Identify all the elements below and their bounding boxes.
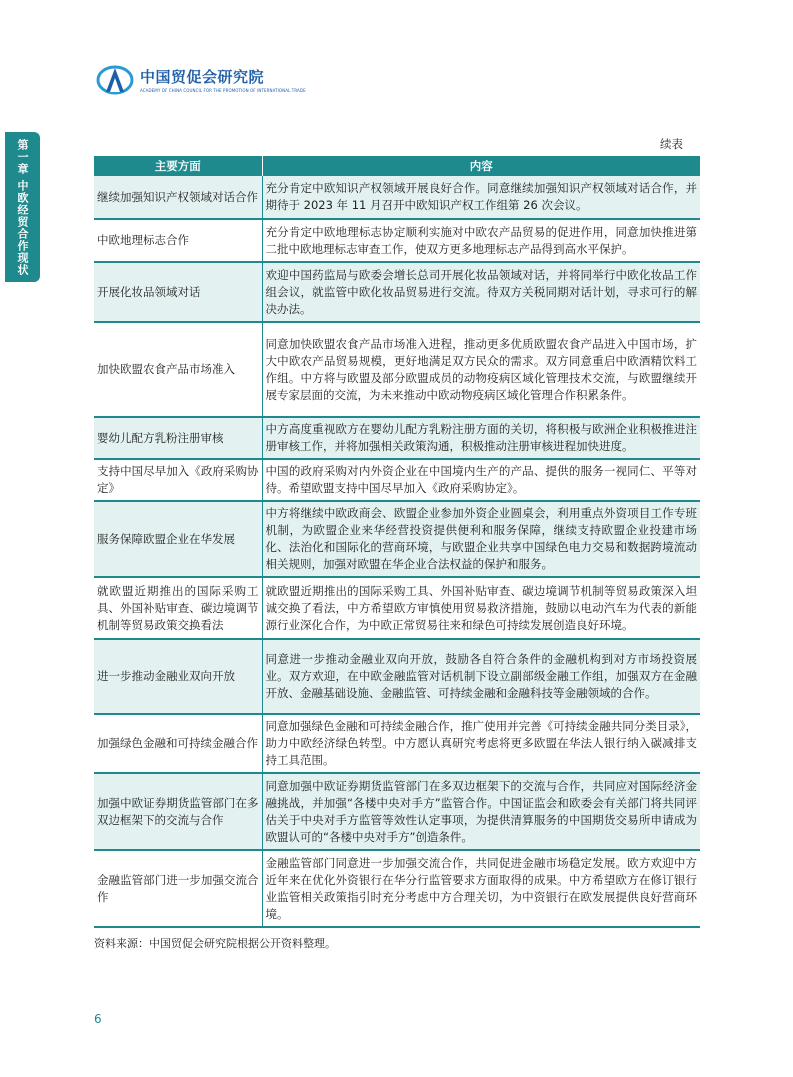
table-row	[94, 322, 700, 417]
page-number: 6	[94, 1012, 102, 1026]
row-content: 同意加强绿色金融和可持续金融合作，推广使用并完善《可持续金融共同分类目录》，助力中欧经济绿色转型。中方愿认真研究考虑将更多欧盟在华法人银行纳入碳减排支持工具范围。	[262, 714, 700, 773]
row-aspect: 婴幼儿配方乳粉注册审核	[94, 417, 262, 459]
logo	[96, 62, 306, 96]
table-row	[94, 417, 700, 459]
header-content: 内容	[262, 156, 700, 176]
logo-title: 中国贸促会研究院	[140, 67, 265, 86]
table-row	[94, 459, 700, 501]
cooperation-table	[94, 156, 700, 928]
row-aspect: 加强绿色金融和可持续金融合作	[94, 714, 262, 773]
row-aspect: 进一步推动金融业双向开放	[94, 639, 262, 714]
row-aspect: 继续加强知识产权领域对话合作	[94, 176, 262, 219]
table-row	[94, 714, 700, 773]
table-row	[94, 262, 700, 322]
row-content: 同意加快欧盟农食产品市场准入进程，推动更多优质欧盟农食产品进入中国市场，扩大中欧农产品贸易规模，更好地满足双方民众的需求。双方同意重启中欧酒精饮料工作组。中方将与欧盟及部分欧盟成员的动物疫病区域化管理技术交流，与欧盟继续开展专家层面的交流，为未来推动中欧动物疫病区域化管理合作积累条件。	[262, 322, 700, 417]
row-aspect: 中欧地理标志合作	[94, 219, 262, 262]
row-content: 就欧盟近期推出的国际采购工具、外国补贴审查、碳边境调节机制等贸易政策深入坦诚交换了看法，中方希望欧方审慎使用贸易救济措施，鼓励以电动汽车为代表的新能源行业深化合作，为中欧正常贸易往来和绿色可持续发展创造良好环境。	[262, 577, 700, 639]
row-content: 充分肯定中欧地理标志协定顺利实施对中欧农产品贸易的促进作用，同意加快推进第二批中欧地理标志审查工作，使双方更多地理标志产品得到高水平保护。	[262, 219, 700, 262]
source-note: 资料来源：中国贸促会研究院根据公开资料整理。	[94, 937, 336, 950]
continued-label: 续表	[660, 137, 683, 151]
table-row	[94, 639, 700, 714]
table-header-row	[94, 156, 700, 176]
table-row	[94, 850, 700, 927]
table-row	[94, 501, 700, 577]
row-aspect: 金融监管部门进一步加强交流合作	[94, 850, 262, 927]
row-aspect: 加强中欧证券期货监管部门在多双边框架下的交流与合作	[94, 773, 262, 850]
row-content: 充分肯定中欧知识产权领域开展良好合作。同意继续加强知识产权领域对话合作，并期待于 2023 年 11 月召开中欧知识产权工作组第 26 次会议。	[262, 176, 700, 219]
row-aspect: 开展化妆品领域对话	[94, 262, 262, 322]
logo-emblem-icon	[96, 62, 136, 96]
row-content: 同意进一步推动金融业双向开放，鼓励各自符合条件的金融机构到对方市场投资展业。双方欢迎，在中欧金融监管对话机制下设立副部级金融工作组，加强双方在金融开放、金融基础设施、金融监管、可持续金融和金融科技等金融领域的合作。	[262, 639, 700, 714]
row-aspect: 就欧盟近期推出的国际采购工具、外国补贴审查、碳边境调节机制等贸易政策交换看法	[94, 577, 262, 639]
chapter-side-tab: 第一章 中欧经贸合作现状	[5, 132, 40, 282]
row-content: 中国的政府采购对内外资企业在中国境内生产的产品、提供的服务一视同仁、平等对待。希望欧盟支持中国尽早加入《政府采购协定》。	[262, 459, 700, 501]
header-aspect: 主要方面	[94, 156, 262, 176]
logo-subtitle: ACADEMY OF CHINA COUNCIL FOR THE PROMOTION OF INTERNATIONAL TRADE	[140, 87, 306, 93]
row-aspect: 服务保障欧盟企业在华发展	[94, 501, 262, 577]
row-aspect: 加快欧盟农食产品市场准入	[94, 322, 262, 417]
row-content: 金融监管部门同意进一步加强交流合作，共同促进金融市场稳定发展。欧方欢迎中方近年来在优化外资银行在华分行监管要求方面取得的成果。中方希望欧方在修订银行业监管相关政策指引时充分考虑中方合理关切，为中资银行在欧发展提供良好营商环境。	[262, 850, 700, 927]
row-content: 中方将继续中欧政商会、欧盟企业参加外资企业圆桌会，利用重点外资项目工作专班机制，为欧盟企业来华经营投资提供便利和服务保障，继续支持欧盟企业投建市场化、法治化和国际化的营商环境，与欧盟企业共享中国绿色电力交易和数据跨境流动相关规则，加强对欧盟在华企业合法权益的保护和服务。	[262, 501, 700, 577]
table-row	[94, 773, 700, 850]
table-row	[94, 577, 700, 639]
row-content: 中方高度重视欧方在婴幼儿配方乳粉注册方面的关切，将积极与欧洲企业积极推进注册审核工作，并将加强相关政策沟通，积极推动注册审核进程加快进度。	[262, 417, 700, 459]
row-content: 欢迎中国药监局与欧委会增长总司开展化妆品领域对话，并将同举行中欧化妆品工作组会议，就监管中欧化妆品贸易进行交流。待双方关税同期对话计划，寻求可行的解决办法。	[262, 262, 700, 322]
row-aspect: 支持中国尽早加入《政府采购协定》	[94, 459, 262, 501]
table-row	[94, 219, 700, 262]
table-row	[94, 176, 700, 219]
row-content: 同意加强中欧证券期货监管部门在多双边框架下的交流与合作，共同应对国际经济金融挑战，并加强“各楼中央对手方”监管合作。中国证监会和欧委会有关部门将共同评估关于中央对手方监管等效性认定事项，为提供清算服务的中国期货交易所申请成为欧盟认可的“各楼中央对手方”创造条件。	[262, 773, 700, 850]
